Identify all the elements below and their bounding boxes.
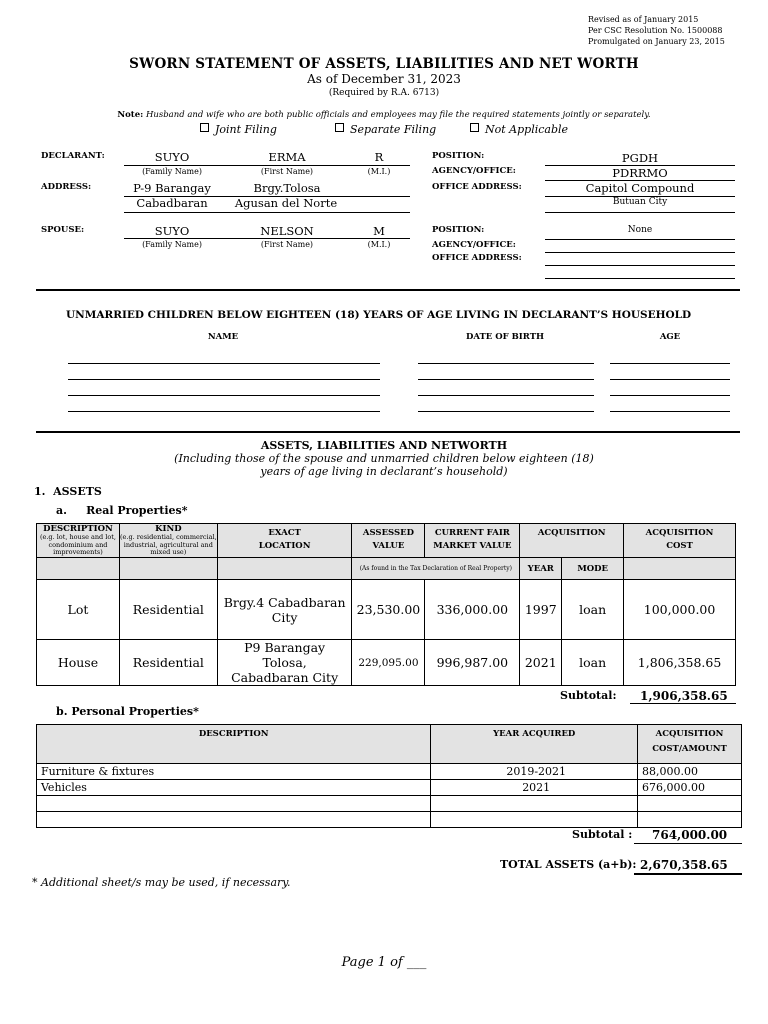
spouse-family-caption: (Family Name) — [142, 240, 202, 249]
personal-year[interactable]: 2021 — [431, 780, 638, 796]
real-header-description: DESCRIPTION (e.g. lot, house and lot, condominium and improvements) — [37, 524, 120, 558]
personal-description[interactable] — [37, 812, 431, 828]
table-row — [37, 580, 736, 640]
personal-description[interactable]: Furniture & fixtures — [37, 764, 431, 780]
real-kind[interactable]: Residential — [119, 640, 217, 686]
real-header-assessed: ASSESSED VALUE — [352, 524, 425, 558]
real-kind[interactable]: Residential — [119, 580, 217, 640]
revision-line-1: Revised as of January 2015 — [588, 15, 699, 24]
children-col-name: NAME — [207, 332, 239, 342]
note-label: Note: — [117, 110, 144, 120]
office-address-line1[interactable]: Capitol Compound — [585, 181, 695, 195]
spouse-position[interactable]: None — [627, 225, 653, 235]
joint-filing-option[interactable]: Joint Filing — [200, 123, 277, 136]
spouse-family-name[interactable]: SUYO — [154, 224, 190, 238]
declarant-position[interactable]: PGDH — [621, 151, 659, 165]
personal-cost[interactable] — [638, 796, 742, 812]
declarant-first-name[interactable]: ERMA — [268, 150, 306, 164]
real-header-cost: ACQUISITION COST — [624, 524, 736, 558]
spouse-position-label: POSITION: — [432, 225, 485, 235]
real-year[interactable]: 2021 — [520, 640, 562, 686]
real-location[interactable]: P9 Barangay Tolosa, Cabadbaran City — [217, 640, 352, 686]
real-mode[interactable]: loan — [562, 640, 624, 686]
real-year[interactable]: 1997 — [520, 580, 562, 640]
as-of-date: As of December 31, 2023 — [307, 72, 461, 86]
family-name-caption: (Family Name) — [142, 167, 202, 176]
real-header-tax-note: (As found in the Tax Declaration of Real Property) — [352, 558, 520, 580]
real-location[interactable]: Brgy.4 Cabadbaran City — [217, 580, 352, 640]
agency-label: AGENCY/OFFICE: — [432, 166, 516, 176]
personal-cost[interactable]: 676,000.00 — [638, 780, 742, 796]
real-fmv[interactable]: 336,000.00 — [425, 580, 520, 640]
page-number: Page 1 of ___ — [341, 955, 427, 970]
children-col-dob: DATE OF BIRTH — [465, 332, 545, 342]
real-cost[interactable]: 1,806,358.65 — [624, 640, 736, 686]
office-address-line2[interactable]: Butuan City — [612, 197, 668, 207]
personal-cost[interactable] — [638, 812, 742, 828]
real-header-acquisition: ACQUISITION — [520, 524, 624, 558]
revision-line-3: Promulgated on January 23, 2015 — [588, 37, 725, 46]
real-subtotal-value: 1,906,358.65 — [640, 689, 728, 703]
revision-info — [588, 14, 725, 47]
table-row — [37, 640, 736, 686]
spouse-mi[interactable]: M — [373, 224, 385, 238]
address-line1a[interactable]: P-9 Barangay — [133, 181, 211, 195]
personal-header-year: YEAR ACQUIRED — [431, 725, 638, 764]
declarant-mi[interactable]: R — [374, 150, 384, 164]
personal-year[interactable] — [431, 812, 638, 828]
personal-description[interactable] — [37, 796, 431, 812]
revision-line-2: Per CSC Resolution No. 1500088 — [588, 26, 723, 35]
real-header-year: YEAR — [520, 558, 562, 580]
separate-filing-option[interactable]: Separate Filing — [335, 123, 436, 136]
table-row — [37, 764, 742, 780]
assets-title: ASSETS, LIABILITIES AND NETWORTH — [260, 439, 508, 452]
declarant-family-name[interactable]: SUYO — [154, 150, 190, 164]
real-header-location: EXACT LOCATION — [217, 524, 352, 558]
additional-sheet-note: * Additional sheet/s may be used, if necessary. — [32, 876, 291, 889]
table-row — [37, 812, 742, 828]
real-header-mode: MODE — [562, 558, 624, 580]
spouse-first-name[interactable]: NELSON — [260, 224, 314, 238]
required-by: (Required by R.A. 6713) — [328, 88, 440, 98]
personal-year[interactable] — [431, 796, 638, 812]
address-line2a[interactable]: Cabadbaran — [136, 196, 208, 210]
spouse-office-address-label: OFFICE ADDRESS: — [432, 253, 522, 263]
personal-cost[interactable]: 88,000.00 — [638, 764, 742, 780]
real-description[interactable]: Lot — [37, 580, 120, 640]
real-description[interactable]: House — [37, 640, 120, 686]
address-line1b[interactable]: Brgy.Tolosa — [253, 181, 321, 195]
real-subtotal-label: Subtotal: — [560, 689, 617, 702]
personal-subtotal-label: Subtotal : — [572, 828, 633, 841]
personal-header-description: DESCRIPTION — [37, 725, 431, 764]
real-assessed[interactable]: 23,530.00 — [352, 580, 425, 640]
first-name-caption: (First Name) — [260, 167, 314, 176]
real-header-fmv: CURRENT FAIR MARKET VALUE — [425, 524, 520, 558]
personal-properties-label: b. Personal Properties* — [56, 705, 199, 718]
form-title: SWORN STATEMENT OF ASSETS, LIABILITIES AND NET WORTH — [129, 56, 639, 72]
spouse-label: SPOUSE: — [41, 225, 85, 235]
personal-header-cost: ACQUISITION COST/AMOUNT — [638, 725, 742, 764]
children-title: UNMARRIED CHILDREN BELOW EIGHTEEN (18) YEARS OF AGE LIVING IN DECLARANT’S HOUSEHOLD — [66, 309, 692, 321]
checkbox-icon[interactable] — [335, 123, 344, 132]
real-properties-label: a. Real Properties* — [56, 504, 188, 517]
spouse-mi-caption: (M.I.) — [367, 240, 391, 249]
assets-section: 1. ASSETS — [34, 485, 102, 498]
checkbox-icon[interactable] — [200, 123, 209, 132]
total-assets-value: 2,670,358.65 — [640, 858, 728, 872]
address-label: ADDRESS: — [41, 182, 92, 192]
real-mode[interactable]: loan — [562, 580, 624, 640]
office-address-label: OFFICE ADDRESS: — [432, 182, 522, 192]
declarant-label: DECLARANT: — [41, 151, 105, 161]
spouse-first-caption: (First Name) — [260, 240, 314, 249]
spouse-agency-label: AGENCY/OFFICE: — [432, 240, 516, 250]
not-applicable-option[interactable]: Not Applicable — [470, 123, 568, 136]
personal-properties-table — [36, 724, 742, 828]
children-col-age: AGE — [659, 332, 681, 342]
note-text: Husband and wife who are both public officials and employees may file the required statements jointly or separately. — [145, 110, 651, 120]
real-fmv[interactable]: 996,987.00 — [425, 640, 520, 686]
real-properties-table — [36, 523, 736, 686]
checkbox-icon[interactable] — [470, 123, 479, 132]
real-cost[interactable]: 100,000.00 — [624, 580, 736, 640]
personal-year[interactable]: 2019-2021 — [431, 764, 638, 780]
table-row — [37, 796, 742, 812]
real-assessed[interactable]: 229,095.00 — [352, 640, 425, 686]
assets-subtitle-2: years of age living in declarant’s household) — [260, 465, 508, 478]
assets-subtitle-1: (Including those of the spouse and unmarried children below eighteen (18) — [174, 452, 594, 465]
total-assets-label: TOTAL ASSETS (a+b): — [500, 858, 637, 871]
mi-caption: (M.I.) — [367, 167, 391, 176]
note — [0, 110, 768, 120]
address-line2b[interactable]: Agusan del Norte — [234, 196, 338, 210]
personal-description[interactable]: Vehicles — [37, 780, 431, 796]
table-row — [37, 780, 742, 796]
declarant-agency[interactable]: PDRRMO — [612, 166, 668, 180]
real-header-kind: KIND (e.g. residential, commercial, industrial, agricultural and mixed use) — [120, 524, 217, 557]
position-label: POSITION: — [432, 151, 485, 161]
personal-subtotal-value: 764,000.00 — [652, 828, 728, 842]
